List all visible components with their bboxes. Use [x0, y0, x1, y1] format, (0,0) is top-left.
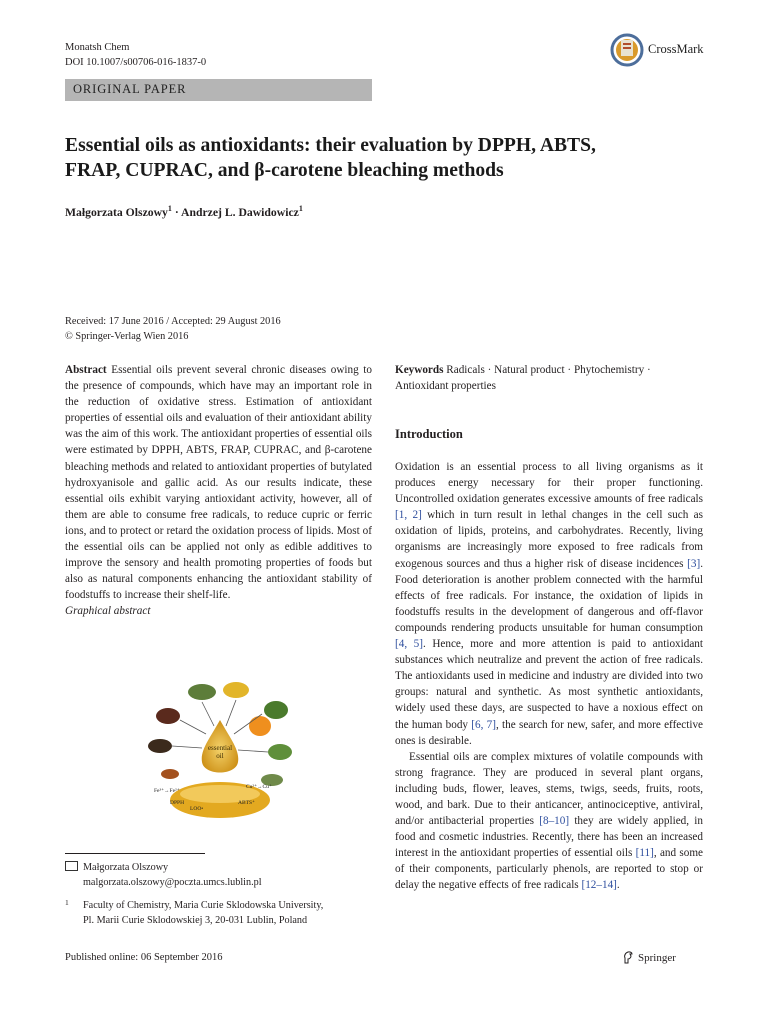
paper-title — [65, 133, 705, 183]
journal-name: Monatsh Chem — [65, 42, 130, 53]
intro-text: . Hence, more and more attention is paid to antioxidant substances which neutralize and prevent the action of free radicals. The antioxidants used in medicine and industry are divided into two groups: natural and synthetic. As most synthetic antioxidants, widely used these days, are suspected to have a noxious effect on the human body — [395, 638, 704, 731]
article-type-banner — [65, 79, 372, 101]
doi: DOI 10.1007/s00706-016-1837-0 — [65, 57, 207, 68]
citation-link[interactable]: [12–14] — [581, 879, 617, 892]
seed-icon — [148, 739, 172, 753]
citation-link[interactable]: [1, 2] — [395, 509, 422, 522]
keywords-section — [395, 362, 703, 394]
author-1[interactable]: Małgorzata Olszowy — [65, 205, 168, 219]
received-accepted: Received: 17 June 2016 / Accepted: 29 August 2016 — [65, 316, 281, 327]
title-line-2: FRAP, CUPRAC, and β-carotene bleaching methods — [65, 160, 504, 181]
oil-label-1: essential — [207, 744, 233, 752]
keywords-paragraph — [395, 362, 703, 394]
mint-icon — [268, 744, 292, 760]
intro-text: which in turn result in lethal changes in the cell such as oxidation of lipids, proteins, and carbohydrates. Recently, living organisms are increasingly more exposed to free radicals from exogenous sources and thus a higher risk of disease incidences — [395, 509, 703, 570]
crossmark-icon — [610, 31, 644, 69]
citation-link[interactable]: [11] — [635, 847, 654, 860]
author-1-affiliation: 1 — [167, 204, 172, 213]
intro-text: . Food deterioration is another problem connected with the harmful effects of free radicals. For instance, the oxidation of lipids in foodstuffs results in the development of dangerous and off-flavor compounds rendering products unsuitable for human consumption — [395, 557, 703, 634]
intro-paragraph-2 — [395, 749, 703, 894]
label-loo: LOO• — [190, 806, 204, 812]
envelope-icon — [65, 861, 78, 871]
crossmark-label: CrossMark — [648, 42, 704, 56]
abstract-label: Abstract — [65, 364, 107, 376]
author-2-affiliation: 1 — [298, 204, 303, 213]
affiliation — [65, 898, 323, 928]
affiliation-line-1: Faculty of Chemistry, Maria Curie Sklodowska University, — [83, 900, 324, 911]
published-online: Published online: 06 September 2016 — [65, 952, 223, 963]
corresponding-email[interactable]: malgorzata.olszowy@poczta.umcs.lublin.pl — [83, 877, 262, 888]
keywords-text: Radicals · Natural product · Phytochemistry · Antioxidant properties — [395, 364, 651, 393]
footnote-rule — [65, 853, 205, 854]
citation-link[interactable]: [6, 7] — [471, 718, 496, 731]
lemon-icon — [223, 682, 249, 698]
springer-label: Springer — [638, 952, 676, 964]
intro-text: Essential oils are complex mixtures of volatile compounds with strong fragrance. They are produced in several plant organs, including buds, flower, leaves, stems, twigs, seeds, fruits, roots, wood, and bark. Due to their anticancer, antinociceptive, antiviral, and/or antibacterial properties — [395, 750, 703, 828]
label-cu: Cu²⁺→Cu⁺ — [246, 784, 272, 790]
introduction-heading: Introduction — [395, 427, 463, 441]
correspondence — [65, 860, 262, 890]
citation-link[interactable]: [4, 5] — [395, 638, 423, 651]
graphical-abstract-figure — [140, 682, 300, 832]
cinnamon-icon — [161, 769, 179, 779]
keywords-label: Keywords — [395, 364, 444, 376]
label-dpph: DPPH — [170, 800, 185, 806]
intro-text: they are widely applied, in food and cosmetic industries. Recently, there has been an increased interest in the antioxidant properties of essential oils — [395, 815, 703, 860]
clove-icon — [156, 708, 180, 724]
intro-text: . — [616, 879, 620, 892]
intro-text: Oxidation is an essential process to all living organisms as it produces energy necessary for their proper functioning. Uncontrolled oxidation generates excessive amounts of free radicals — [395, 461, 703, 506]
graphical-abstract-label: Graphical abstract — [65, 605, 151, 618]
leaf-icon — [264, 701, 288, 719]
author-list — [65, 204, 303, 219]
affiliation-line-2: Pl. Marii Curie Sklodowskiej 3, 20-031 Lublin, Poland — [83, 915, 308, 926]
abstract-text: Essential oils prevent several chronic diseases owing to the presence of compounds, which have may an important role in the reduction of oxidative stress. Estimation of antioxidant properties of essential oils and evaluation of their antioxidant ability was the aim of this work. The antioxidant properties of essential oils were estimated by DPPH, ABTS, FRAP, CUPRAC, and β-carotene bleaching methods and related to antioxidant properties of butylated hydroxyanisole and gallic acid. As our results indicate, these essential oils exhibit varying antioxidant activity, however, all of them are able to consume free radicals, to reduce cupric or ferric ions, and to protect or retard the oxidation process of lipids. Most of the essential oils can be applied not only as edible additives to improve the sensory and health promoting properties of foods but also as natural components enhancing the antioxidant stability of foodstuffs to increase their shelf-life. — [65, 364, 373, 602]
article-dates — [65, 314, 281, 344]
intro-text: , and some of their components, particularly phenols, are reported to stop or delay the negative effects of free radicals — [395, 847, 703, 892]
corresponding-author: Małgorzata Olszowy — [83, 862, 169, 873]
citation-link[interactable]: [3] — [687, 557, 701, 570]
author-separator: · — [174, 205, 179, 219]
introduction-body — [395, 459, 703, 894]
author-2[interactable]: Andrzej L. Dawidowicz — [181, 205, 299, 219]
title-line-1: Essential oils as antioxidants: their evaluation by DPPH, ABTS, — [65, 135, 596, 156]
herb-icon — [188, 684, 216, 700]
springer-logo — [622, 950, 676, 964]
crossmark-badge[interactable] — [610, 31, 740, 71]
intro-paragraph-1 — [395, 459, 703, 749]
citation-link[interactable]: [8–10] — [539, 815, 570, 828]
abstract-section — [65, 362, 372, 620]
label-fe: Fe³⁺→Fe²⁺ — [154, 788, 180, 794]
intro-text: , the search for new, safer, and more effective ones is desirable. — [395, 718, 703, 747]
copyright: © Springer-Verlag Wien 2016 — [65, 331, 189, 342]
springer-horse-icon — [622, 950, 634, 964]
oil-label-2: oil — [216, 752, 224, 760]
affiliation-number: 1 — [65, 898, 69, 907]
label-abts: ABTS⁺ — [238, 800, 255, 806]
orange-icon — [249, 716, 271, 736]
abstract-paragraph — [65, 362, 372, 603]
article-type-label: ORIGINAL PAPER — [73, 82, 187, 96]
